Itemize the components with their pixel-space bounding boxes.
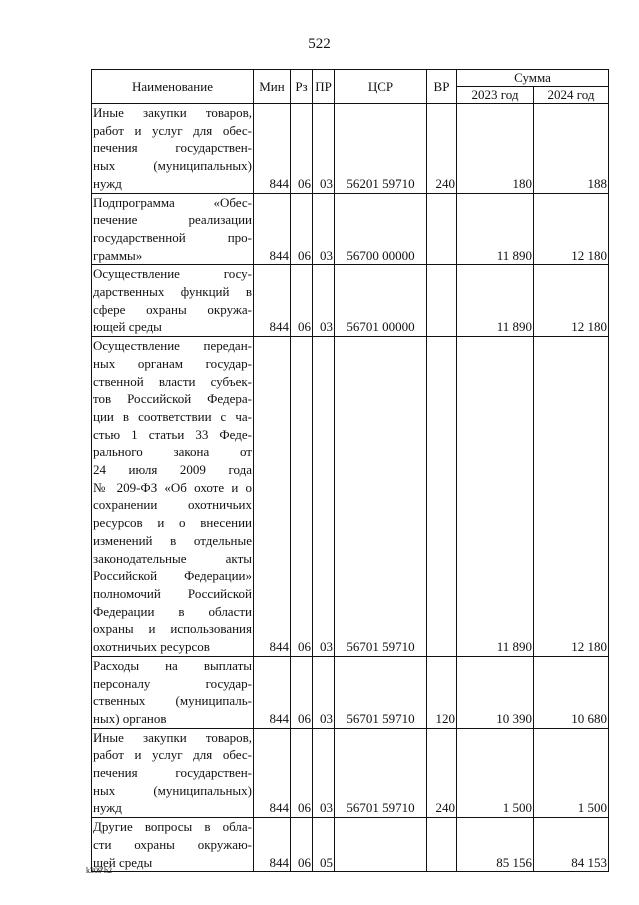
row-min: 844 (254, 337, 291, 657)
row-name (92, 193, 254, 265)
row-sum-2023: 11 890 (457, 265, 534, 337)
header-csr: ЦСР (335, 70, 427, 104)
row-name-line: стью 1 статьи 33 Феде- (93, 426, 252, 442)
row-name-line: рального закона от (93, 444, 252, 460)
row-pr: 03 (313, 265, 335, 337)
row-rz: 06 (291, 193, 313, 265)
table-row (92, 193, 609, 265)
row-name (92, 728, 254, 818)
row-sum-2024: 10 680 (534, 656, 609, 728)
row-name-line: 24 июля 2009 года (93, 462, 252, 478)
row-name-line: ных) органов (93, 710, 167, 726)
row-name-line: ных органам государ- (93, 355, 252, 371)
table-row (92, 265, 609, 337)
header-year-2023: 2023 год (457, 87, 534, 104)
row-name-line: печения государствен- (93, 765, 252, 781)
row-name-line: Осуществление передан- (93, 338, 252, 354)
row-name-line: нужд (93, 175, 122, 191)
table-body (92, 104, 609, 872)
row-name-line: печение реализации (93, 212, 252, 228)
row-csr: 56201 59710 (335, 104, 427, 194)
footer-code: k309 h2 (86, 866, 112, 875)
row-min: 844 (254, 104, 291, 194)
row-min: 844 (254, 193, 291, 265)
row-name-line: сохранении охотничьих (93, 497, 252, 513)
row-name-line: законодательные акты (93, 550, 252, 566)
row-min: 844 (254, 656, 291, 728)
header-rz: Рз (291, 70, 313, 104)
row-name (92, 818, 254, 872)
row-sum-2023: 180 (457, 104, 534, 194)
row-sum-2024: 84 153 (534, 818, 609, 872)
row-name-line: нужд (93, 800, 122, 816)
page-number: 522 (308, 36, 331, 52)
row-name-line: работ и услуг для обес- (93, 122, 252, 138)
header-sum: Сумма (457, 70, 609, 87)
row-rz: 06 (291, 656, 313, 728)
header-year-2024: 2024 год (534, 87, 609, 104)
row-name-line: граммы» (93, 247, 143, 263)
row-name (92, 337, 254, 657)
row-rz: 06 (291, 265, 313, 337)
row-rz: 06 (291, 818, 313, 872)
row-sum-2023: 11 890 (457, 193, 534, 265)
row-sum-2024: 12 180 (534, 265, 609, 337)
row-vr (427, 193, 457, 265)
row-name-line: охраны и использования (93, 621, 252, 637)
row-sum-2023: 85 156 (457, 818, 534, 872)
row-pr: 03 (313, 656, 335, 728)
row-name-line: Российской Федерации» (93, 568, 252, 584)
row-name-line: дарственных функций в (93, 284, 252, 300)
row-rz: 06 (291, 104, 313, 194)
row-pr: 03 (313, 104, 335, 194)
table-row (92, 818, 609, 872)
row-name-line: тов Российской Федера- (93, 391, 252, 407)
table-row (92, 337, 609, 657)
row-vr: 120 (427, 656, 457, 728)
header-min: Мин (254, 70, 291, 104)
row-sum-2024: 1 500 (534, 728, 609, 818)
row-name-line: работ и услуг для обес- (93, 747, 252, 763)
row-sum-2023: 10 390 (457, 656, 534, 728)
row-csr: 56701 59710 (335, 728, 427, 818)
row-min: 844 (254, 728, 291, 818)
row-vr (427, 818, 457, 872)
row-rz: 06 (291, 728, 313, 818)
table-row (92, 104, 609, 194)
row-csr: 56700 00000 (335, 193, 427, 265)
row-name (92, 656, 254, 728)
row-sum-2024: 12 180 (534, 193, 609, 265)
row-name-line: сфере охраны окружа- (93, 301, 252, 317)
row-sum-2023: 11 890 (457, 337, 534, 657)
row-name-line: Подпрограмма «Обес- (93, 194, 252, 210)
row-name-line: Федерации в области (93, 603, 252, 619)
row-name-line: щей среды (93, 854, 153, 870)
header-name: Наименование (92, 70, 254, 104)
header-vr: ВР (427, 70, 457, 104)
row-name-line: ющей среды (93, 319, 162, 335)
row-name-line: ции в соответствии с ча- (93, 408, 252, 424)
row-pr: 03 (313, 728, 335, 818)
row-name (92, 265, 254, 337)
row-name-line: государственной про- (93, 229, 252, 245)
row-name-line: печения государствен- (93, 140, 252, 156)
row-name-line: ных (муниципальных) (93, 782, 252, 798)
row-csr: 56701 00000 (335, 265, 427, 337)
row-sum-2024: 188 (534, 104, 609, 194)
row-name-line: Осуществление госу- (93, 266, 252, 282)
row-name-line: сти охраны окружаю- (93, 836, 252, 852)
budget-table (91, 69, 609, 872)
row-pr: 03 (313, 193, 335, 265)
header-pr: ПР (313, 70, 335, 104)
table-row (92, 728, 609, 818)
row-name-line: Расходы на выплаты (93, 657, 252, 673)
row-sum-2024: 12 180 (534, 337, 609, 657)
row-name-line: ственных (муниципаль- (93, 693, 252, 709)
row-min: 844 (254, 265, 291, 337)
row-name-line: Иные закупки товаров, (93, 105, 252, 120)
table-row (92, 656, 609, 728)
row-vr (427, 265, 457, 337)
row-name (92, 104, 254, 194)
row-csr: 56701 59710 (335, 337, 427, 657)
row-pr: 05 (313, 818, 335, 872)
row-rz: 06 (291, 337, 313, 657)
row-name-line: Иные закупки товаров, (93, 729, 252, 745)
row-csr: 56701 59710 (335, 656, 427, 728)
row-name-line: охотничьих ресурсов (93, 639, 210, 655)
row-name-line: персоналу государ- (93, 675, 252, 691)
row-name-line: ных (муниципальных) (93, 158, 252, 174)
row-pr: 03 (313, 337, 335, 657)
row-vr: 240 (427, 728, 457, 818)
row-name-line: полномочий Российской (93, 585, 252, 601)
row-min: 844 (254, 818, 291, 872)
row-sum-2023: 1 500 (457, 728, 534, 818)
row-name-line: № 209-ФЗ «Об охоте и о (93, 479, 252, 495)
row-vr: 240 (427, 104, 457, 194)
row-name-line: Другие вопросы в обла- (93, 819, 252, 835)
row-name-line: изменений в отдельные (93, 532, 252, 548)
row-vr (427, 337, 457, 657)
row-name-line: ресурсов и о внесении (93, 515, 252, 531)
row-csr (335, 818, 427, 872)
row-name-line: ственной власти субъек- (93, 373, 252, 389)
